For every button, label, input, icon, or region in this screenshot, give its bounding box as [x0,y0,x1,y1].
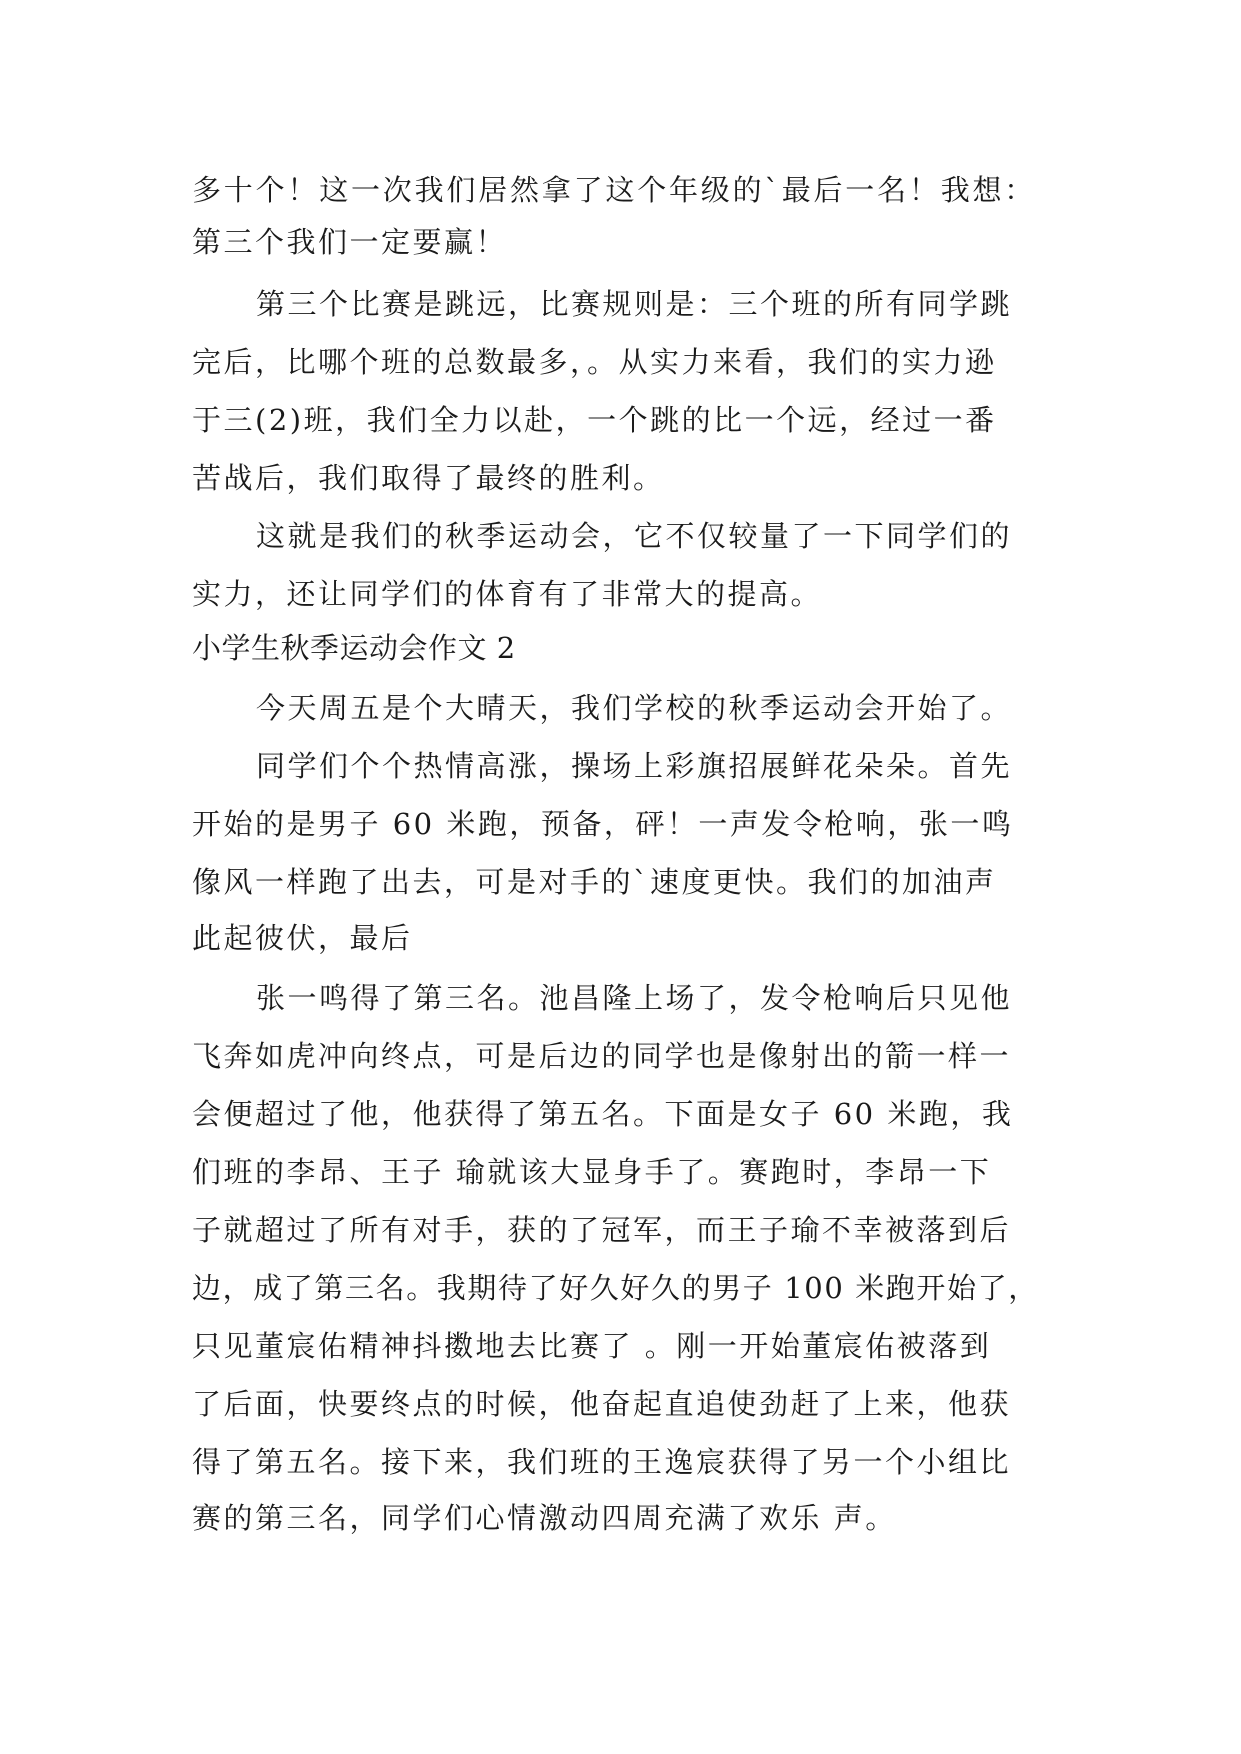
text-line: 开始的是男子 60 米跑，预备，砰！一声发令枪响，张一鸣 [192,807,1014,841]
text-line: 今天周五是个大晴天，我们学校的秋季运动会开始了。 [256,691,1013,725]
text-line: 此起彼伏，最后 [192,921,413,955]
section-heading: 小学生秋季运动会作文 2 [192,631,516,665]
text-line: 张一鸣得了第三名。池昌隆上场了，发令枪响后只见他 [256,981,1013,1015]
text-line: 只见董宸佑精神抖擞地去比赛了 。刚一开始董宸佑被落到 [192,1329,992,1363]
text-line: 像风一样跑了出去，可是对手的`速度更快。我们的加油声 [192,865,997,899]
text-line: 子就超过了所有对手，获的了冠军，而王子瑜不幸被落到后 [192,1213,1012,1247]
text-line: 苦战后，我们取得了最终的胜利。 [192,461,665,495]
text-line: 们班的李昂、王子 瑜就该大显身手了。赛跑时，李昂一下 [192,1155,992,1189]
text-line: 了后面，快要终点的时候，他奋起直追使劲赶了上来，他获 [192,1387,1012,1421]
text-line: 于三(2)班，我们全力以赴，一个跳的比一个远，经过一番 [192,403,997,437]
text-line: 第三个比赛是跳远，比赛规则是：三个班的所有同学跳 [256,287,1013,321]
text-line: 完后，比哪个班的总数最多，。从实力来看，我们的实力逊 [192,345,997,379]
text-line: 边，成了第三名。我期待了好久好久的男子 100 米跑开始了， [192,1271,1039,1305]
text-line: 实力，还让同学们的体育有了非常大的提高。 [192,577,823,611]
text-line: 多十个！这一次我们居然拿了这个年级的`最后一名！我想： [192,173,1037,207]
text-line: 赛的第三名，同学们心情激动四周充满了欢乐 声。 [192,1501,897,1535]
text-line: 第三个我们一定要赢！ [192,225,508,259]
text-line: 飞奔如虎冲向终点，可是后边的同学也是像射出的箭一样一 [192,1039,1012,1073]
text-line: 这就是我们的秋季运动会，它不仅较量了一下同学们的 [256,519,1013,553]
text-line: 会便超过了他，他获得了第五名。下面是女子 60 米跑，我 [192,1097,1014,1131]
text-line: 得了第五名。接下来，我们班的王逸宸获得了另一个小组比 [192,1445,1012,1479]
text-line: 同学们个个热情高涨，操场上彩旗招展鲜花朵朵。首先 [256,749,1013,783]
